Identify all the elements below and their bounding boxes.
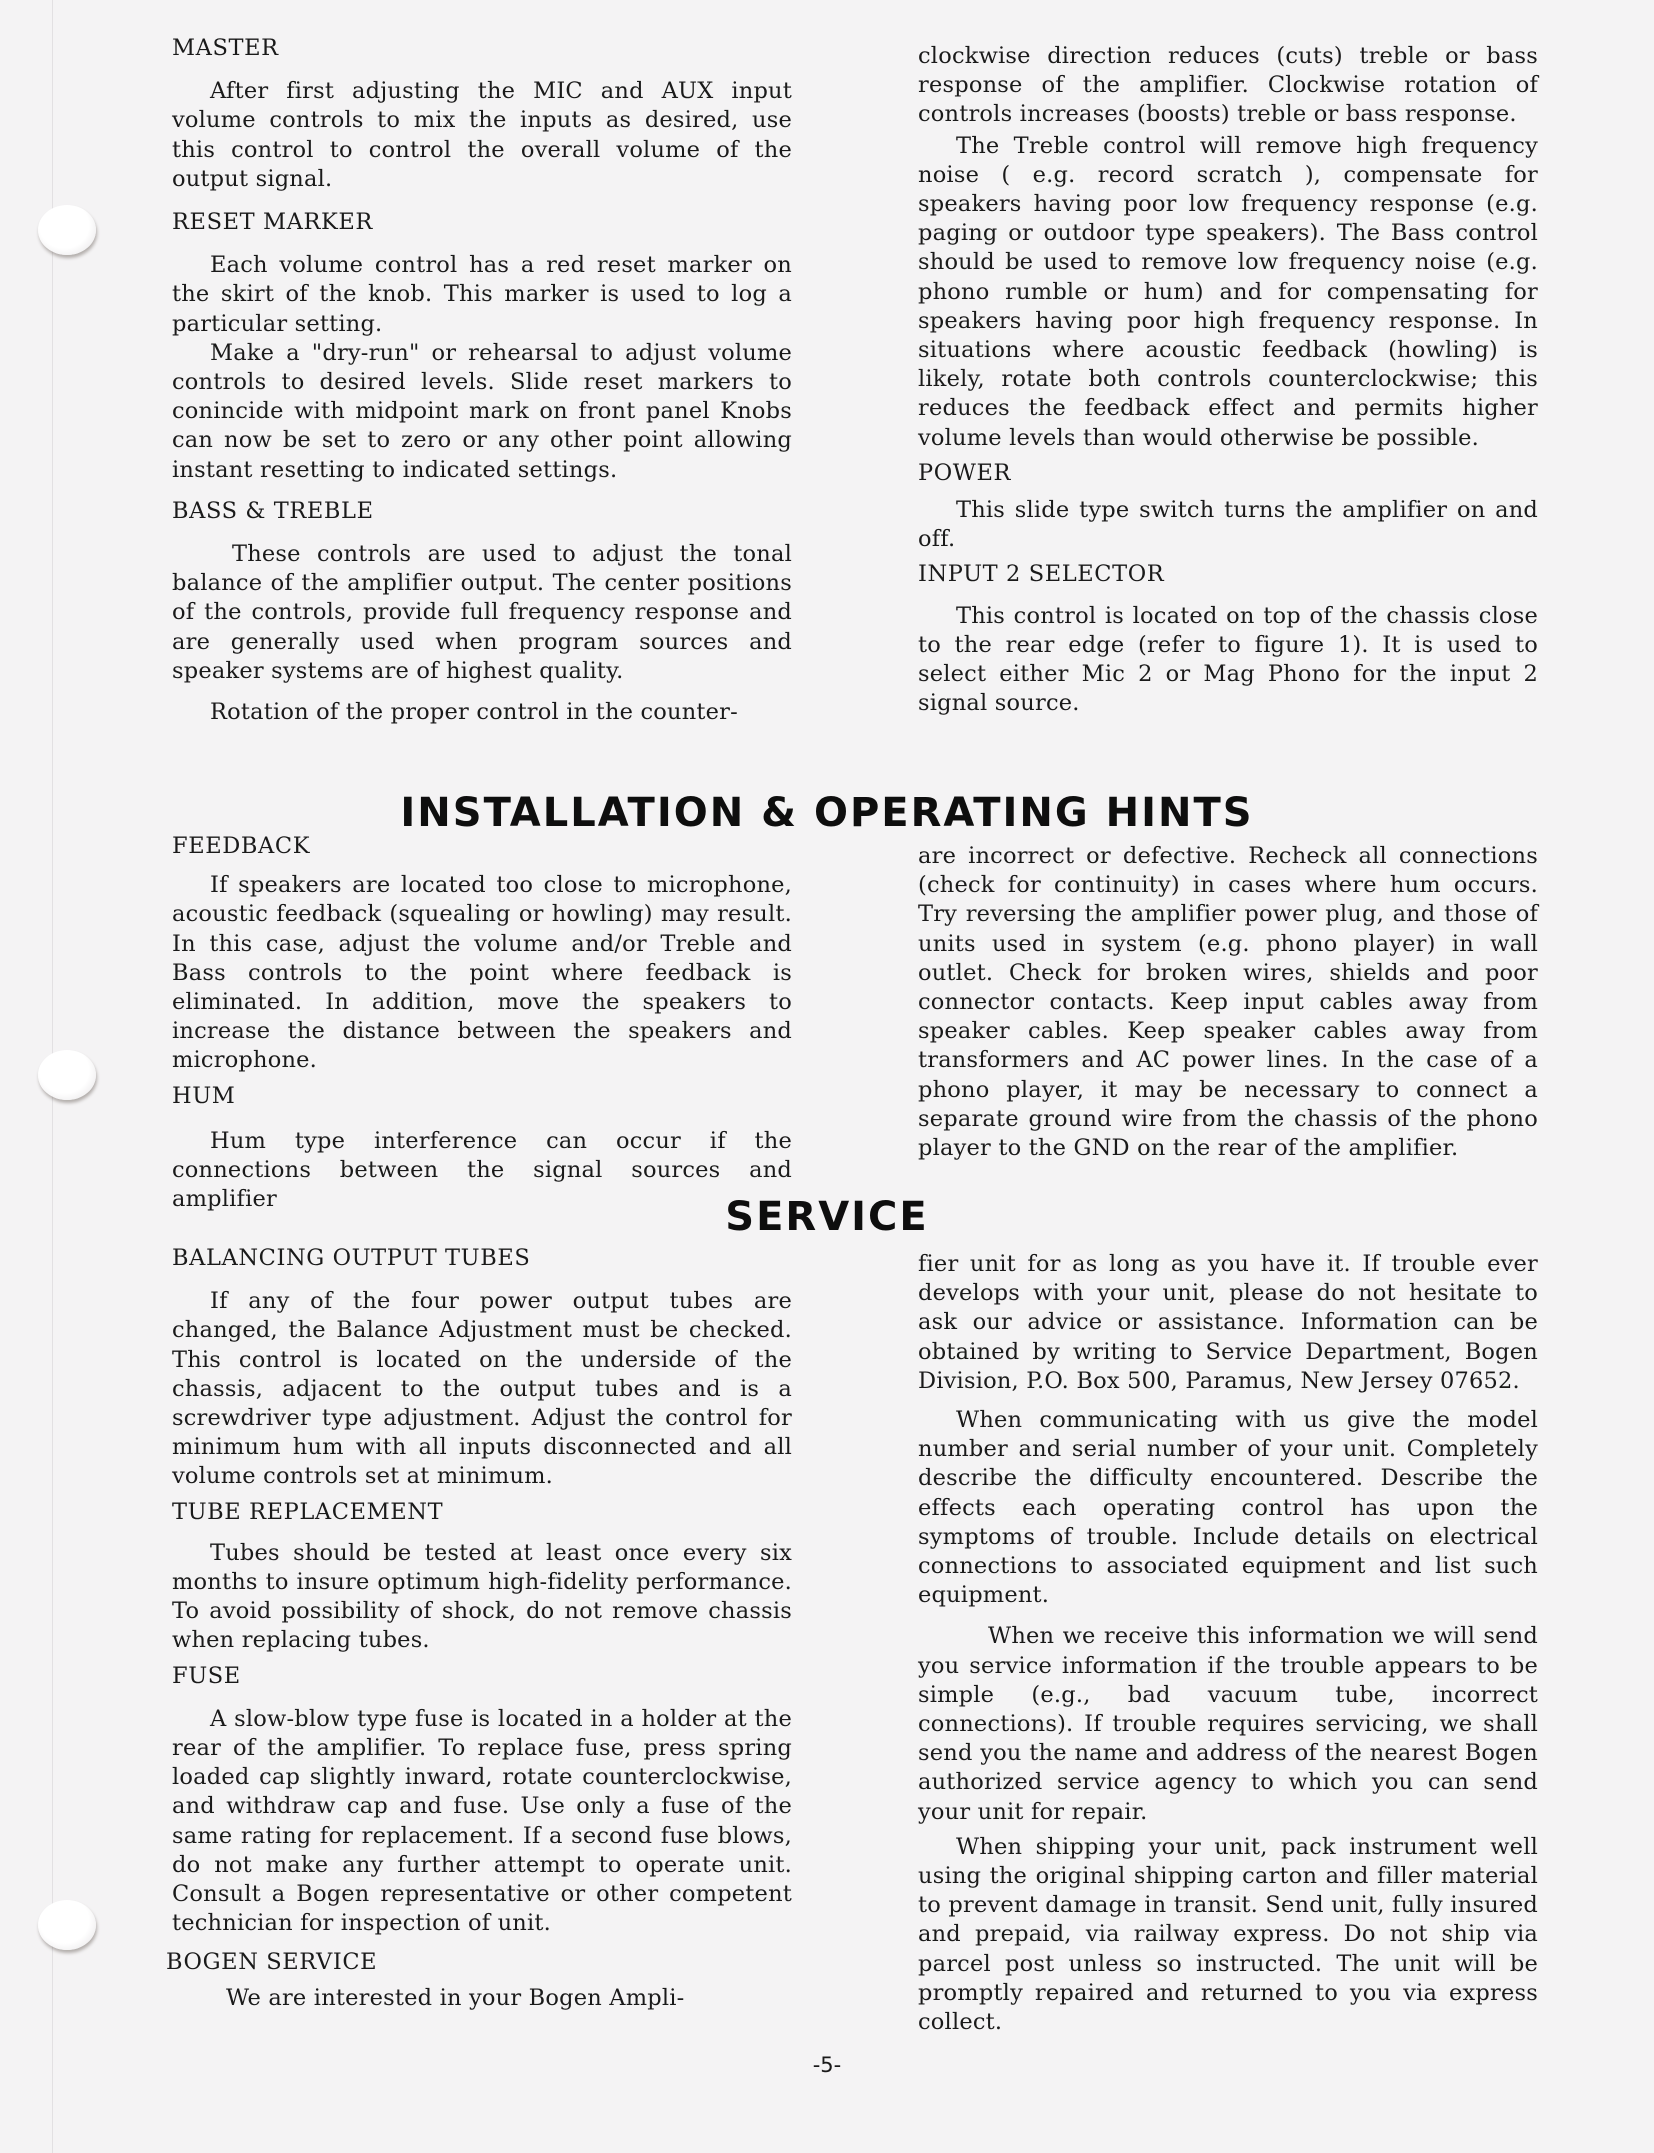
paragraph: This slide type switch turns the amplifier on and off. xyxy=(918,497,1538,553)
installation-title: INSTALLATION & OPERATING HINTS xyxy=(400,790,1254,836)
punch-hole-middle xyxy=(38,1050,96,1100)
controls-left-column xyxy=(172,34,792,733)
paragraph: When we receive this information we will send you service information if the trouble appears to be simple (e.g., bad vacuum tube, incorrect connections). If trouble requires servicing, we shall send you the name and address of the nearest Bogen authorized service agency to which you can send your unit for repair. xyxy=(918,1623,1538,1825)
installation-right-column xyxy=(918,842,1538,1169)
paragraph: After first adjusting the MIC and AUX input volume controls to mix the inputs as desired, use this control to control the overall volume of the output signal. xyxy=(172,78,792,192)
section-heading-tube-replacement: TUBE REPLACEMENT xyxy=(172,1498,444,1525)
paragraph: Make a "dry-run" or rehearsal to adjust volume controls to desired levels. Slide reset markers to conincide with midpoint mark on front panel Knobs can now be set to zero or any other point allowing instant resetting to indicated settings. xyxy=(172,339,792,483)
paragraph: This control is located on top of the chassis close to the rear edge (refer to figure 1). It is used to select either Mic 2 or Mag Phono for the input 2 signal source. xyxy=(918,602,1538,717)
section-heading-master: MASTER xyxy=(172,35,279,61)
paragraph: clockwise direction reduces (cuts) treble or bass response of the amplifier. Clockwise rotation of controls increases (boosts) treble or bass response. xyxy=(918,43,1538,128)
paragraph: When communicating with us give the model number and serial number of your unit. Completely describe the difficulty encountered. Describe the effects each operating control has upon the symptoms of trouble. Include details on electrical connections to associated equipment and list such equipment. xyxy=(918,1407,1538,1609)
paragraph: Tubes should be tested at least once every six months to insure optimum high-fidelity performance. To avoid possibility of shock, do not remove chassis when replacing tubes. xyxy=(172,1539,792,1654)
paragraph: These controls are used to adjust the tonal balance of the amplifier output. The center positions of the controls, provide full frequency response and are generally used when program sources and speaker systems are of highest quality. xyxy=(172,541,792,684)
section-heading-balancing-output-tubes: BALANCING OUTPUT TUBES xyxy=(172,1245,531,1271)
section-heading-reset-marker: RESET MARKER xyxy=(172,209,373,236)
paragraph: Each volume control has a red reset marker on the skirt of the knob. This marker is used to log a particular setting. xyxy=(172,252,792,337)
paragraph: Rotation of the proper control in the counter- xyxy=(210,699,738,726)
service-right-column xyxy=(918,1250,1538,2043)
installation-left-column xyxy=(172,832,792,1220)
punch-hole-top xyxy=(38,205,96,255)
page-number: -5- xyxy=(812,2053,842,2077)
section-heading-hum: HUM xyxy=(172,1082,236,1109)
paragraph: A slow-blow type fuse is located in a holder at the rear of the amplifier. To replace fuse, press spring loaded cap slightly inward, rotate counterclockwise, and withdraw cap and fuse. Use only a fuse of the same rating for replacement. If a second fuse blows, do not make any further attempt to operate unit. Consult a Bogen representative or other competent technician for inspection of unit. xyxy=(172,1705,792,1937)
section-heading-power: POWER xyxy=(918,459,1012,486)
section-heading-input-2-selector: INPUT 2 SELECTOR xyxy=(918,561,1165,588)
paragraph: are incorrect or defective. Recheck all connections (check for continuity) in cases where hum occurs. Try reversing the amplifier power plug, and those of units used in system (e.g. phono player) in wall outlet. Check for broken wires, shields and poor connector contacts. Keep input cables away from speaker cables. Keep speaker cables away from transformers and AC power lines. In the case of a phono player, it may be necessary to connect a separate ground wire from the chassis of the phono player to the GND on the rear of the amplifier. xyxy=(918,843,1538,1162)
paragraph: fier unit for as long as you have it. If trouble ever develops with your unit, please do not hesitate to ask our advice or assistance. Information can be obtained by writing to Service Department, Bogen Division, P.O. Box 500, Paramus, New Jersey 07652. xyxy=(918,1251,1538,1394)
controls-right-column xyxy=(918,42,1538,724)
service-left-column xyxy=(166,1244,792,2019)
paragraph: If speakers are located too close to microphone, acoustic feedback (squealing or howling) may result. In this case, adjust the volume and/or Treble and Bass controls to the point where feedback is eliminated. In addition, move the speakers to increase the distance between the speakers and microphone. xyxy=(172,872,792,1074)
punch-hole-bottom xyxy=(38,1900,96,1950)
paragraph: The Treble control will remove high frequency noise ( e.g. record scratch ), compensate for speakers having poor low frequency response (e.g. paging or outdoor type speakers). The Bass control should be used to remove low frequency noise (e.g. phono rumble or hum) and for compensating for speakers having poor high frequency response. In situations where acoustic feedback (howling) is likely, rotate both controls counterclockwise; this reduces the feedback effect and permits higher volume levels than would otherwise be possible. xyxy=(918,132,1538,451)
section-heading-bass-treble: BASS & TREBLE xyxy=(172,497,374,524)
paragraph: When shipping your unit, pack instrument well using the original shipping carton and filler material to prevent damage in transit. Send unit, fully insured and prepaid, via railway express. Do not ship via parcel post unless so instructed. The unit will be promptly repaired and returned to you via express collect. xyxy=(918,1833,1538,2036)
paragraph: If any of the four power output tubes are changed, the Balance Adjustment must be checked. This control is located on the underside of the chassis, adjacent to the output tubes and is a screwdriver type adjustment. Adjust the control for minimum hum with all inputs disconnected and all volume controls set at minimum. xyxy=(172,1288,792,1490)
paragraph: Hum type interference can occur if the connections between the signal sources and amplifier xyxy=(172,1127,792,1213)
section-heading-fuse: FUSE xyxy=(172,1662,241,1689)
paragraph: We are interested in your Bogen Ampli- xyxy=(226,1984,685,2011)
service-title: SERVICE xyxy=(725,1194,929,1240)
section-heading-feedback: FEEDBACK xyxy=(172,833,311,859)
section-heading-bogen-service: BOGEN SERVICE xyxy=(166,1949,378,1976)
